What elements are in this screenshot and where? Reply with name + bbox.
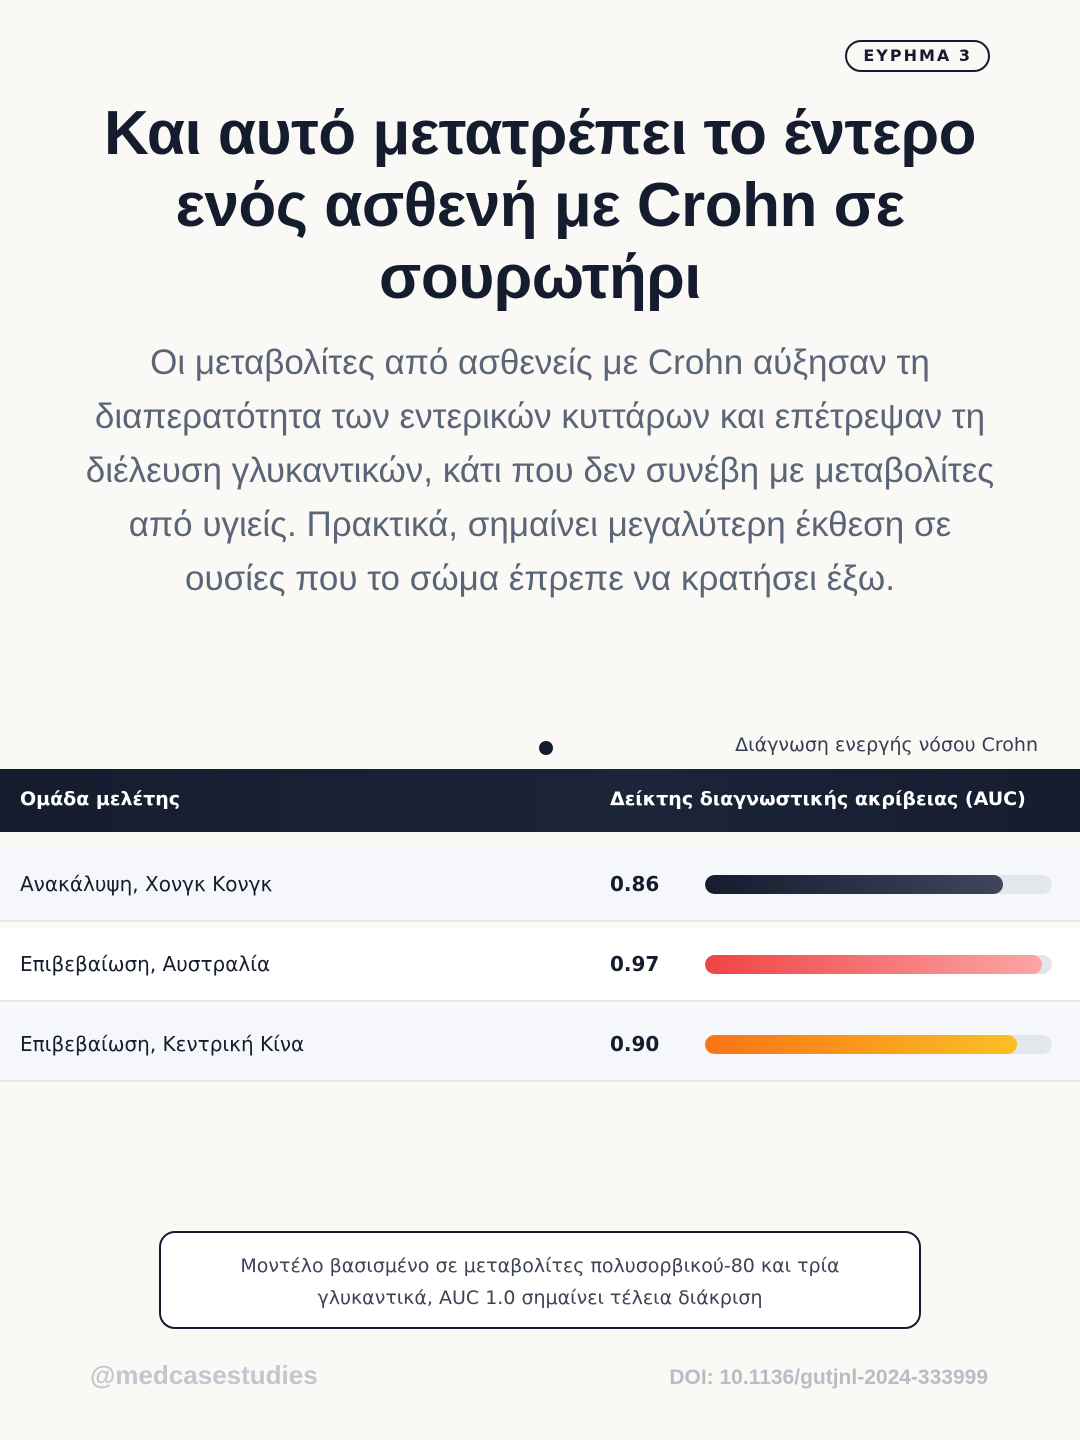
- footnote-box: Μοντέλο βασισμένο σε μεταβολίτες πολυσορβικού-80 και τρία γλυκαντικά, AUC 1.0 σημαίνει τέλεια διάκριση: [159, 1231, 921, 1329]
- bar: [705, 875, 1003, 894]
- chart-legend: [0, 730, 1080, 762]
- column-header-group: Ομάδα μελέτης: [20, 788, 180, 810]
- bar: [705, 955, 1042, 974]
- page-subtitle: Οι μεταβολίτες από ασθενείς με Crohn αύξησαν τη διαπερατότητα των εντερικών κυττάρων και επέτρεψαν τη διέλευση γλυκαντικών, κάτι που δεν συνέβη με μεταβολίτες από υγιείς. Πρακτικά, σημαίνει μεγαλύτερη έκθεση σε ουσίες που το σώμα έπρεπε να κρατήσει έξω.: [85, 343, 995, 598]
- bar-track: [705, 955, 1052, 974]
- author-handle: @medcasestudies: [90, 1360, 318, 1390]
- column-header-auc: Δείκτης διαγνωστικής ακρίβειας (AUC): [610, 788, 1026, 810]
- data-label: 0.86: [610, 872, 660, 896]
- table-row: [0, 1008, 1080, 1082]
- data-label: 0.97: [610, 952, 660, 976]
- bar: [705, 1035, 1017, 1054]
- table-row: [0, 928, 1080, 1002]
- bar-track: [705, 875, 1052, 894]
- legend-label: Διάγνωση ενεργής νόσου Crohn: [735, 734, 1038, 756]
- legend-marker: [539, 741, 553, 755]
- bar-track: [705, 1035, 1052, 1054]
- table-row: [0, 848, 1080, 922]
- doi-reference: DOI: 10.1136/gutjnl-2024-333999: [669, 1366, 988, 1389]
- finding-badge: ΕΥΡΗΜΑ 3: [845, 40, 990, 72]
- category-label: Ανακάλυψη, Χονγκ Κονγκ: [20, 872, 273, 896]
- page-title: Και αυτό μετατρέπει το έντερο ενός ασθενή με Crohn σε σουρωτήρι: [104, 99, 976, 312]
- category-label: Επιβεβαίωση, Αυστραλία: [20, 952, 271, 976]
- data-label: 0.90: [610, 1032, 660, 1056]
- table-header: [0, 769, 1080, 832]
- category-label: Επιβεβαίωση, Κεντρική Κίνα: [20, 1032, 305, 1056]
